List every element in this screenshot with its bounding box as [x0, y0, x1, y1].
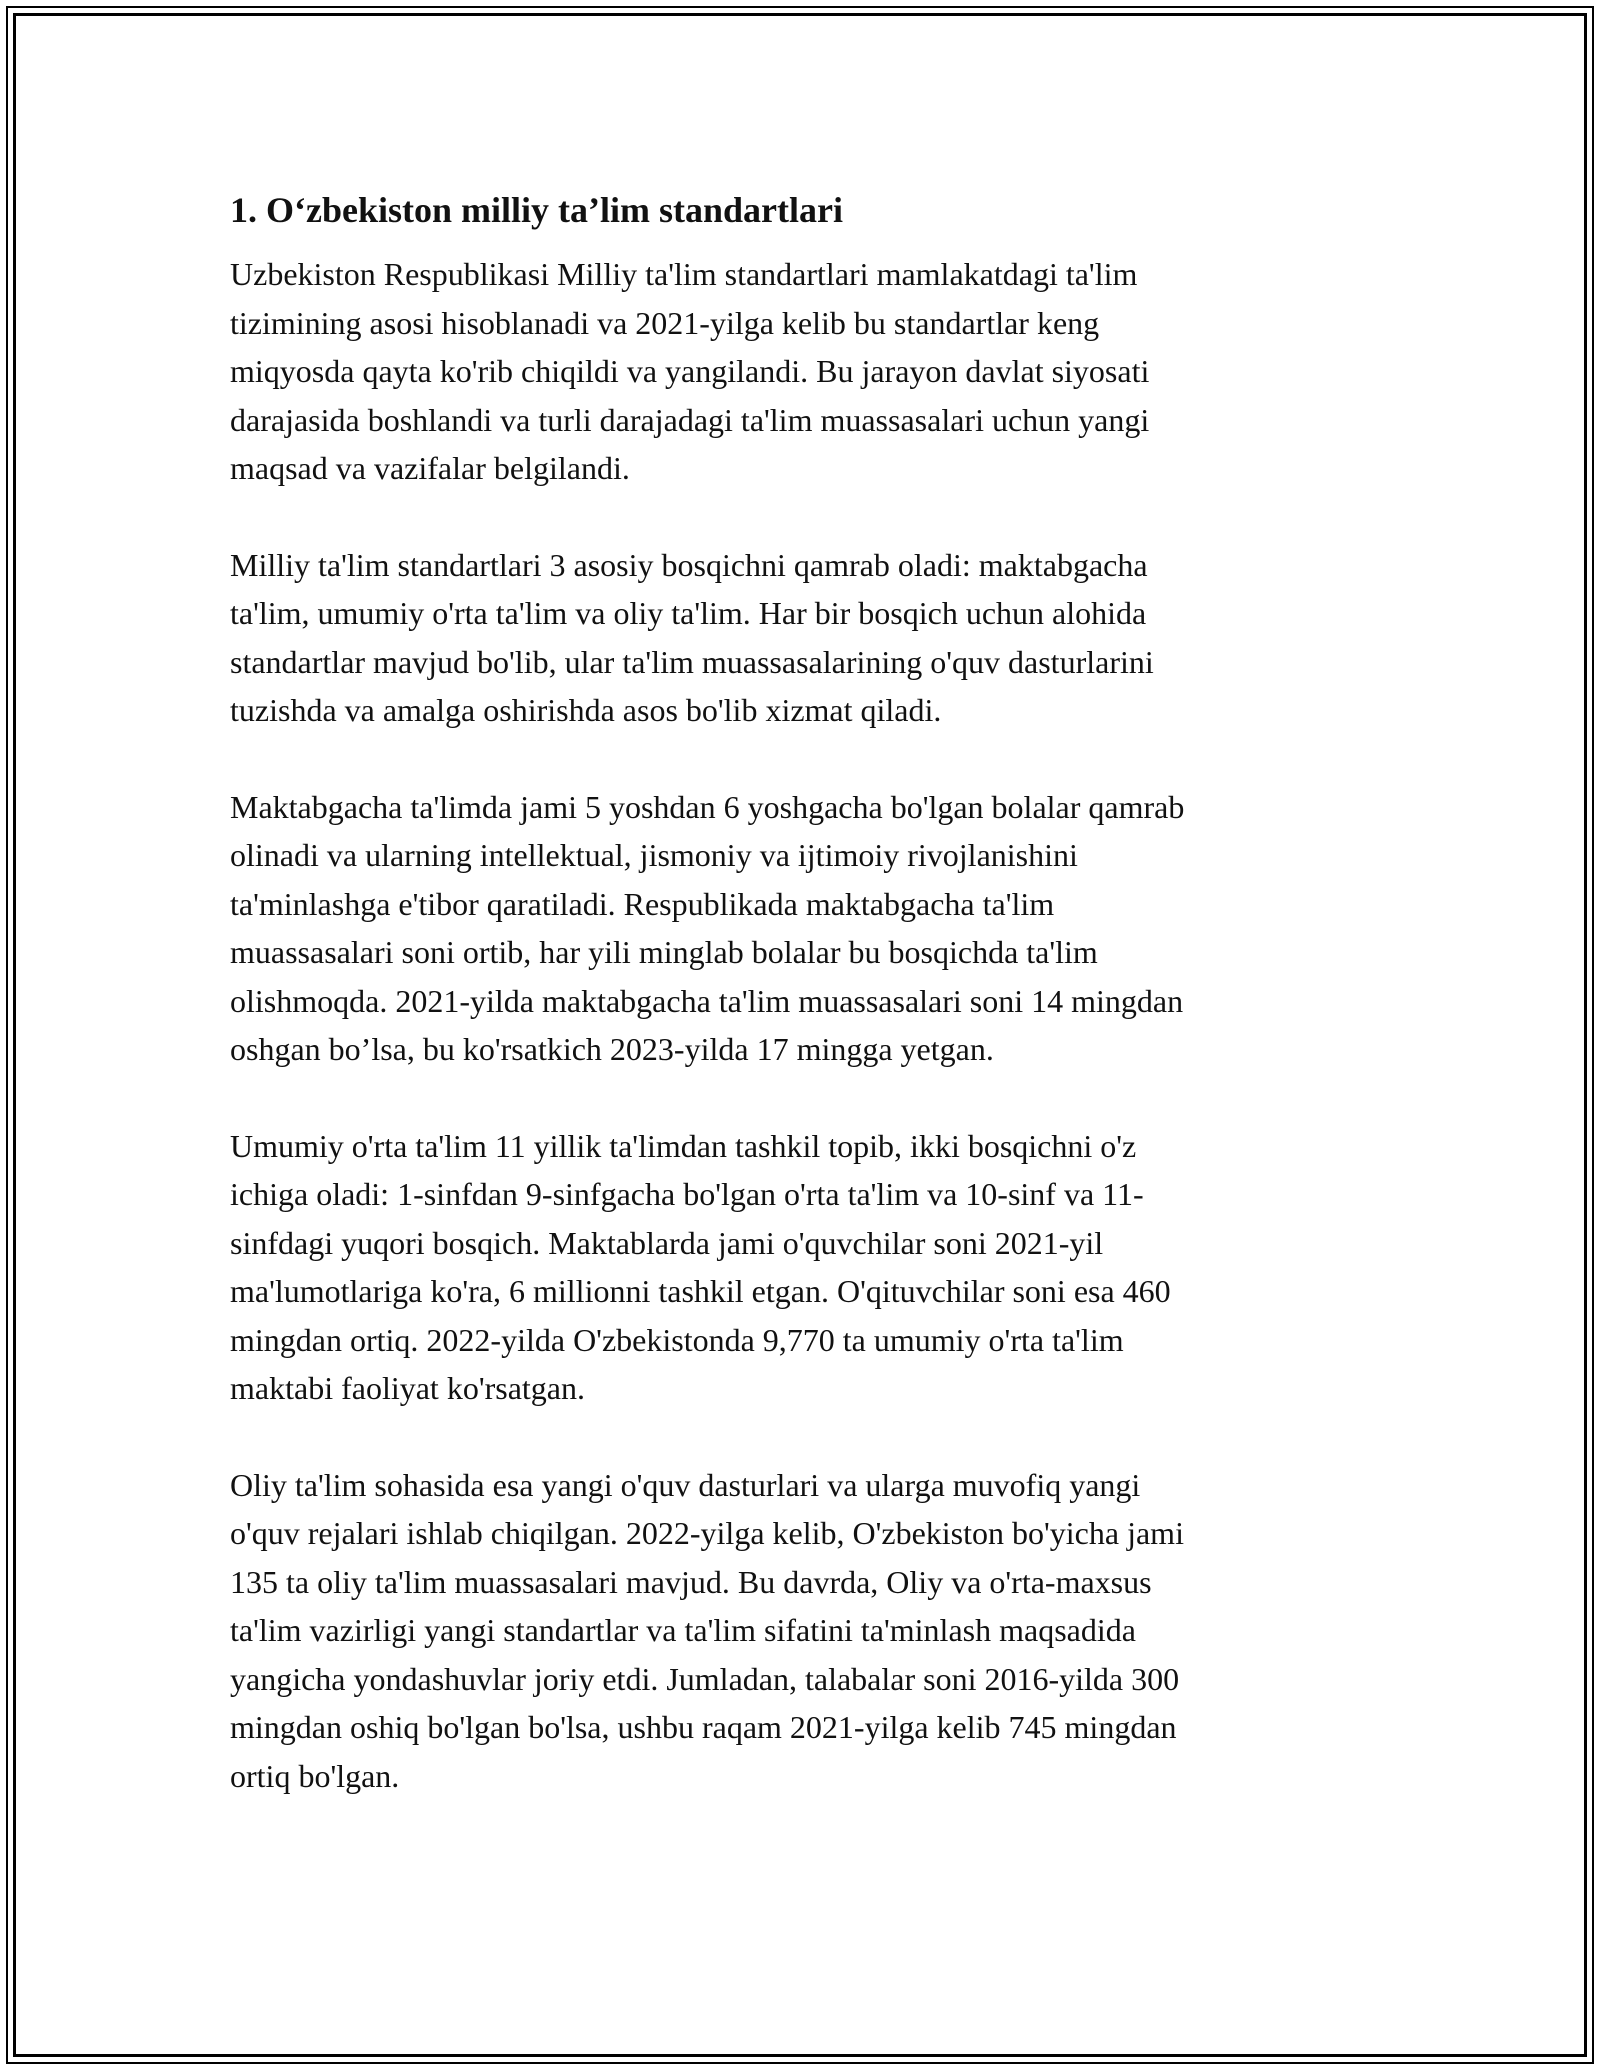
text-line: ortiq bo'lgan. — [230, 1757, 400, 1794]
text-line: tizimining asosi hisoblanadi va 2021-yilga kelib bu standartlar keng — [230, 304, 1100, 341]
paragraph-standards-overview — [230, 250, 1340, 493]
text-line: yangicha yondashuvlar joriy etdi. Jumladan, talabalar soni 2016-yilda 300 — [230, 1660, 1180, 1697]
text-line: ichiga oladi: 1-sinfdan 9-sinfgacha bo'lgan o'rta ta'lim va 10-sinf va 11- — [230, 1176, 1144, 1212]
text-line: tuzishda va amalga oshirishda asos bo'lib xizmat qiladi. — [230, 692, 942, 728]
text-line: ta'minlashga e'tibor qaratiladi. Respublikada maktabgacha ta'lim — [230, 885, 1055, 922]
text-line: miqyosda qayta ko'rib chiqildi va yangilandi. Bu jarayon davlat siyosati — [230, 353, 1150, 389]
text-line: ta'lim, umumiy o'rta ta'lim va oliy ta'lim. Har bir bosqich uchun alohida — [230, 595, 1147, 631]
document-content — [230, 180, 1340, 1848]
text-line: Milliy ta'lim standartlari 3 asosiy bosqichni qamrab oladi: maktabgacha — [230, 546, 1148, 583]
paragraph-general-secondary — [230, 1122, 1340, 1413]
text-line: maktabi faoliyat ko'rsatgan. — [230, 1370, 585, 1406]
text-line: mingdan ortiq. 2022-yilda O'zbekistonda 9,770 ta umumiy o'rta ta'lim — [230, 1321, 1124, 1358]
text-line: o'quv rejalari ishlab chiqilgan. 2022-yilga kelib, O'zbekiston bo'yicha jami — [230, 1515, 1184, 1551]
text-line: 135 ta oliy ta'lim muassasalari mavjud. Bu davrda, Oliy va o'rta-maxsus — [230, 1563, 1152, 1600]
text-line: olinadi va ularning intellektual, jismoniy va ijtimoiy rivojlanishini — [230, 837, 1078, 873]
section-title: 1. O‘zbekiston milliy ta’lim standartlari — [230, 190, 843, 230]
text-line: Maktabgacha ta'limda jami 5 yoshdan 6 yoshgacha bo'lgan bolalar qamrab — [230, 788, 1185, 825]
text-line: ma'lumotlariga ko'ra, 6 millionni tashkil etgan. O'qituvchilar soni esa 460 — [230, 1273, 1171, 1309]
text-line: mingdan oshiq bo'lgan bo'lsa, ushbu raqam 2021-yilga kelib 745 mingdan — [230, 1709, 1177, 1745]
paragraph-three-stages — [230, 541, 1340, 735]
text-line: ta'lim vazirligi yangi standartlar va ta'lim sifatini ta'minlash maqsadida — [230, 1612, 1136, 1648]
paragraph-higher-education — [230, 1461, 1340, 1801]
text-line: standartlar mavjud bo'lib, ular ta'lim muassasalarining o'quv dasturlarini — [230, 643, 1154, 680]
paragraph-preschool — [230, 783, 1340, 1074]
text-line: Oliy ta'lim sohasida esa yangi o'quv dasturlari va ularga muvofiq yangi — [230, 1466, 1141, 1503]
text-line: maqsad va vazifalar belgilandi. — [230, 450, 630, 486]
text-line: muassasalari soni ortib, har yili minglab bolalar bu bosqichda ta'lim — [230, 934, 1098, 970]
text-line: oshgan bo’lsa, bu ko'rsatkich 2023-yilda 17 mingga yetgan. — [230, 1031, 994, 1067]
text-line: Umumiy o'rta ta'lim 11 yillik ta'limdan tashkil topib, ikki bosqichni o'z — [230, 1127, 1137, 1164]
text-line: darajasida boshlandi va turli darajadagi ta'lim muassasalari uchun yangi — [230, 401, 1150, 438]
document-body — [230, 250, 1340, 1800]
text-line: olishmoqda. 2021-yilda maktabgacha ta'lim muassasalari soni 14 mingdan — [230, 982, 1184, 1019]
text-line: sinfdagi yuqori bosqich. Maktablarda jami o'quvchilar soni 2021-yil — [230, 1224, 1104, 1261]
text-line: Uzbekiston Respublikasi Milliy ta'lim standartlari mamlakatdagi ta'lim — [230, 256, 1138, 292]
